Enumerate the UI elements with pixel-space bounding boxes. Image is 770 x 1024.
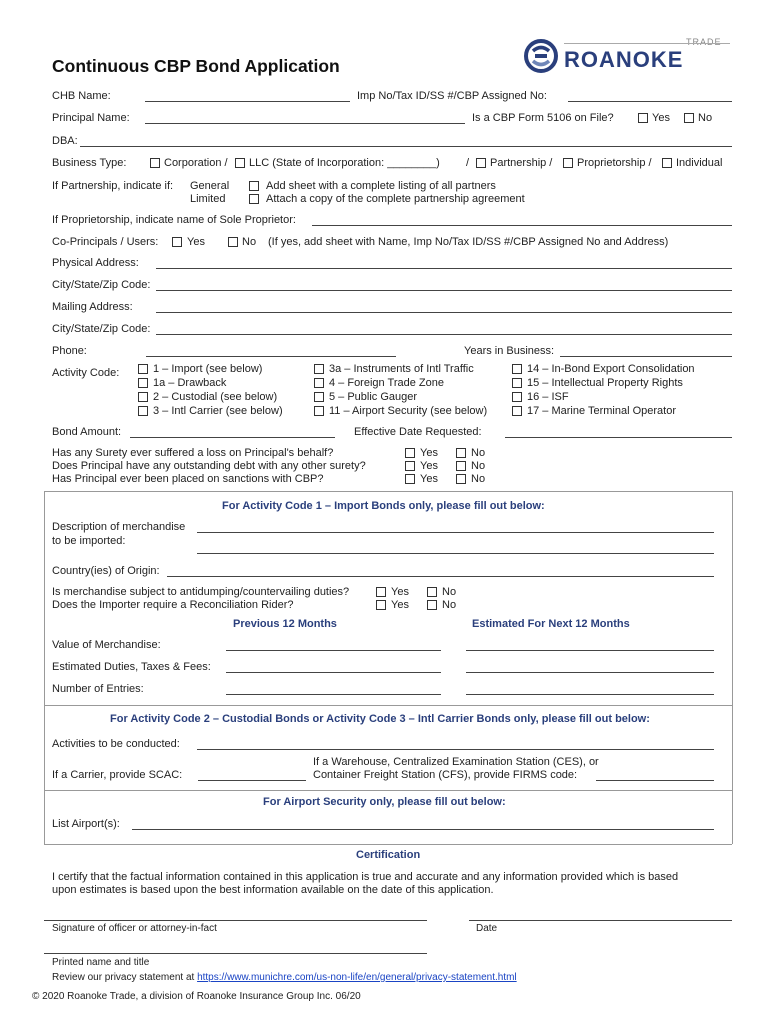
antidumping-no-checkbox[interactable] (427, 587, 437, 597)
physical-city-label: City/State/Zip Code: (52, 279, 151, 291)
firms-code-input[interactable] (596, 780, 714, 781)
activity-14-label: 14 – In-Bond Export Consolidation (527, 363, 695, 375)
proprietorship-label: Proprietorship / (577, 157, 652, 169)
countries-of-origin-label: Country(ies) of Origin: (52, 565, 160, 577)
roanoke-logo (524, 38, 730, 74)
airport-section-heading: For Airport Security only, please fill out below: (263, 796, 506, 808)
activity-1-checkbox[interactable] (138, 364, 148, 374)
mailing-address-input[interactable] (156, 312, 732, 313)
activity-3a-checkbox[interactable] (314, 364, 324, 374)
partnership-general-label: General (190, 180, 230, 192)
individual-label: Individual (676, 157, 723, 169)
form5106-yes-label: Yes (652, 112, 670, 124)
individual-checkbox[interactable] (662, 158, 672, 168)
certification-text-1: I certify that the factual information contained in this application is true and accurate and any information provided which is based (52, 871, 679, 883)
import-section-divider (44, 491, 732, 492)
list-airports-input[interactable] (132, 829, 714, 830)
activity-5-label: 5 – Public Gauger (329, 391, 418, 403)
outstanding-debt-yes-checkbox[interactable] (405, 461, 415, 471)
dba-label: DBA: (52, 135, 78, 147)
custodial-section-border-left (44, 705, 45, 844)
activity-3-label: 3 – Intl Carrier (see below) (153, 405, 283, 417)
activities-conducted-label: Activities to be conducted: (52, 738, 180, 750)
reconciliation-no-checkbox[interactable] (427, 600, 437, 610)
coprincipals-yes-label: Yes (187, 236, 205, 248)
activity-code-label: Activity Code: (52, 367, 120, 379)
principal-name-label: Principal Name: (52, 112, 130, 124)
custodial-section-heading: For Activity Code 2 – Custodial Bonds or Activity Code 3 – Intl Carrier Bonds only, please fill out below: (110, 713, 650, 725)
privacy-prefix: Review our privacy statement at (52, 972, 198, 983)
imp-no-label: Imp No/Tax ID/SS #/CBP Assigned No: (357, 90, 547, 102)
if-partnership-label: If Partnership, indicate if: (52, 180, 174, 192)
value-next-input[interactable] (466, 650, 714, 651)
physical-city-input[interactable] (156, 290, 732, 291)
surety-loss-no-label: No (471, 447, 486, 459)
sole-proprietor-label: If Proprietorship, indicate name of Sole Proprietor: (52, 214, 296, 226)
effective-date-label: Effective Date Requested: (354, 426, 482, 438)
warehouse-firms-label-1: If a Warehouse, Centralized Examination Station (CES), or (313, 756, 599, 768)
form5106-yes-checkbox[interactable] (638, 113, 648, 123)
entries-next-input[interactable] (466, 694, 714, 695)
duties-prev-input[interactable] (226, 672, 441, 673)
carrier-scac-label: If a Carrier, provide SCAC: (52, 769, 183, 781)
corporation-label: Corporation / (164, 157, 228, 169)
attach-copy-label: Attach a copy of the complete partnership agreement (266, 193, 525, 205)
activity-1-label: 1 – Import (see below) (153, 363, 263, 375)
reconciliation-no-label: No (442, 599, 457, 611)
merchandise-desc-label-2: to be imported: (52, 535, 126, 547)
add-sheet-label: Add sheet with a complete listing of all partners (266, 180, 496, 192)
logo-trade-label: TRADE (686, 37, 722, 47)
llc-label: LLC (State of Incorporation: ________) (249, 157, 440, 169)
roanoke-logo-mark-icon (524, 39, 558, 73)
coprincipals-yes-checkbox[interactable] (172, 237, 182, 247)
activity-16-checkbox[interactable] (512, 392, 522, 402)
sanctions-yes-label: Yes (420, 473, 438, 485)
mailing-city-label: City/State/Zip Code: (52, 323, 151, 335)
business-type-separator: / (466, 157, 470, 169)
antidumping-yes-label: Yes (391, 586, 409, 598)
activity-4-checkbox[interactable] (314, 378, 324, 388)
outstanding-debt-question: Does Principal have any outstanding debt with any other surety? (52, 460, 366, 472)
phone-input[interactable] (146, 356, 396, 357)
certification-heading: Certification (356, 849, 421, 861)
activity-14-checkbox[interactable] (512, 364, 522, 374)
copyright-footer: © 2020 Roanoke Trade, a division of Roanoke Insurance Group Inc. 06/20 (32, 991, 361, 1002)
coprincipals-note: (If yes, add sheet with Name, Imp No/Tax ID/SS #/CBP Assigned No and Address) (268, 236, 669, 248)
general-partnership-checkbox[interactable] (249, 181, 259, 191)
sanctions-question: Has Principal ever been placed on sanctions with CBP? (52, 473, 324, 485)
outstanding-debt-no-checkbox[interactable] (456, 461, 466, 471)
page-title: Continuous CBP Bond Application (52, 56, 340, 76)
previous-12-months-heading: Previous 12 Months (233, 618, 337, 630)
form5106-label: Is a CBP Form 5106 on File? (472, 112, 614, 124)
limited-partnership-checkbox[interactable] (249, 194, 259, 204)
airport-section-bottom (44, 844, 732, 845)
form5106-no-label: No (698, 112, 713, 124)
activity-1a-label: 1a – Drawback (153, 377, 227, 389)
printed-name-label: Printed name and title (52, 957, 150, 968)
bond-amount-label: Bond Amount: (52, 426, 122, 438)
surety-loss-no-checkbox[interactable] (456, 448, 466, 458)
import-section-heading: For Activity Code 1 – Import Bonds only, please fill out below: (222, 500, 545, 512)
certification-text-2: upon estimates is based upon the best information available on the date of this application. (52, 884, 494, 896)
estimated-duties-label: Estimated Duties, Taxes & Fees: (52, 661, 211, 673)
date-input[interactable] (469, 920, 732, 921)
activity-2-checkbox[interactable] (138, 392, 148, 402)
activity-17-checkbox[interactable] (512, 406, 522, 416)
number-of-entries-label: Number of Entries: (52, 683, 144, 695)
physical-address-input[interactable] (156, 268, 732, 269)
reconciliation-yes-checkbox[interactable] (376, 600, 386, 610)
years-in-business-label: Years in Business: (464, 345, 555, 357)
custodial-section-divider (44, 705, 732, 706)
warehouse-firms-label-2: Container Freight Station (CFS), provide FIRMS code: (313, 769, 578, 781)
activity-16-label: 16 – ISF (527, 391, 569, 403)
coprincipals-no-checkbox[interactable] (228, 237, 238, 247)
signature-label: Signature of officer or attorney-in-fact (52, 923, 217, 934)
partnership-limited-label: Limited (190, 193, 226, 205)
coprincipals-label: Co-Principals / Users: (52, 236, 159, 248)
business-type-label: Business Type: (52, 157, 127, 169)
airport-section-divider (44, 790, 732, 791)
antidumping-yes-checkbox[interactable] (376, 587, 386, 597)
proprietorship-checkbox[interactable] (563, 158, 573, 168)
countries-of-origin-input[interactable] (167, 576, 714, 577)
reconciliation-question: Does the Importer require a Reconciliation Rider? (52, 599, 294, 611)
reconciliation-yes-label: Yes (391, 599, 409, 611)
activity-11-label: 11 – Airport Security (see below) (329, 405, 488, 417)
activity-17-label: 17 – Marine Terminal Operator (527, 405, 676, 417)
custodial-section-border-right (732, 705, 733, 844)
corporation-checkbox[interactable] (150, 158, 160, 168)
form5106-no-checkbox[interactable] (684, 113, 694, 123)
partnership-label: Partnership / (490, 157, 553, 169)
entries-prev-input[interactable] (226, 694, 441, 695)
signature-input[interactable] (44, 920, 427, 921)
activity-1a-checkbox[interactable] (138, 378, 148, 388)
antidumping-no-label: No (442, 586, 457, 598)
sanctions-no-label: No (471, 473, 486, 485)
antidumping-question: Is merchandise subject to antidumping/countervailing duties? (52, 586, 350, 598)
outstanding-debt-no-label: No (471, 460, 486, 472)
logo-name: ROANOKE (564, 47, 684, 72)
physical-address-label: Physical Address: (52, 257, 139, 269)
merchandise-desc-label-1: Description of merchandise (52, 521, 186, 533)
activity-5-checkbox[interactable] (314, 392, 324, 402)
value-prev-input[interactable] (226, 650, 441, 651)
chb-name-input[interactable] (145, 101, 350, 102)
activity-15-checkbox[interactable] (512, 378, 522, 388)
activity-2-label: 2 – Custodial (see below) (153, 391, 278, 403)
sanctions-no-checkbox[interactable] (456, 474, 466, 484)
import-section-border-right (732, 491, 733, 705)
coprincipals-no-label: No (242, 236, 257, 248)
merchandise-desc-input-2[interactable] (197, 553, 714, 554)
sanctions-yes-checkbox[interactable] (405, 474, 415, 484)
activities-conducted-input[interactable] (197, 749, 714, 750)
value-of-merchandise-label: Value of Merchandise: (52, 639, 161, 651)
llc-checkbox[interactable] (235, 158, 245, 168)
mailing-city-input[interactable] (156, 334, 732, 335)
effective-date-input[interactable] (505, 437, 732, 438)
activity-3-checkbox[interactable] (138, 406, 148, 416)
sole-proprietor-input[interactable] (312, 225, 732, 226)
surety-loss-yes-checkbox[interactable] (405, 448, 415, 458)
partnership-checkbox[interactable] (476, 158, 486, 168)
date-label: Date (476, 923, 498, 934)
merchandise-desc-input-1[interactable] (197, 532, 714, 533)
carrier-scac-input[interactable] (198, 780, 306, 781)
activity-4-label: 4 – Foreign Trade Zone (329, 377, 444, 389)
printed-name-input[interactable] (44, 953, 427, 954)
activity-3a-label: 3a – Instruments of Intl Traffic (329, 363, 474, 375)
phone-label: Phone: (52, 345, 87, 357)
outstanding-debt-yes-label: Yes (420, 460, 438, 472)
principal-name-input[interactable] (145, 123, 465, 124)
surety-loss-yes-label: Yes (420, 447, 438, 459)
surety-loss-question: Has any Surety ever suffered a loss on Principal's behalf? (52, 447, 334, 459)
next-12-months-heading: Estimated For Next 12 Months (472, 618, 630, 630)
chb-name-label: CHB Name: (52, 90, 111, 102)
duties-next-input[interactable] (466, 672, 714, 673)
activity-15-label: 15 – Intellectual Property Rights (527, 377, 683, 389)
imp-no-input[interactable] (568, 101, 732, 102)
bond-amount-input[interactable] (130, 437, 335, 438)
privacy-link[interactable]: https://www.munichre.com/us-non-life/en/general/privacy-statement.html (197, 972, 517, 983)
dba-input[interactable] (80, 146, 732, 147)
list-airports-label: List Airport(s): (52, 818, 120, 830)
activity-11-checkbox[interactable] (314, 406, 324, 416)
years-in-business-input[interactable] (560, 356, 732, 357)
mailing-address-label: Mailing Address: (52, 301, 133, 313)
privacy-statement (52, 972, 517, 984)
import-section-border-left (44, 491, 45, 705)
